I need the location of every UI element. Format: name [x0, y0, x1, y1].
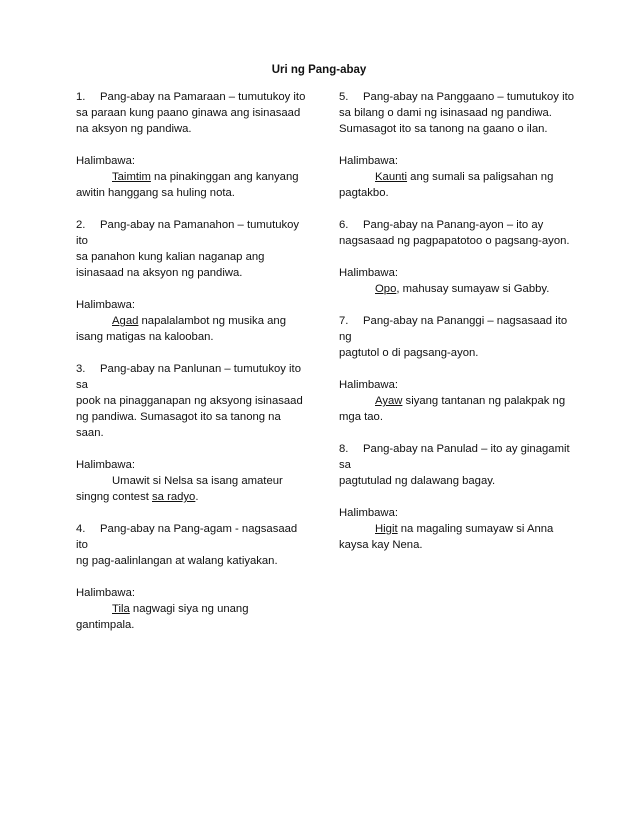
- section-number: 2.: [76, 219, 86, 231]
- section-number: 8.: [339, 443, 349, 455]
- section-heading-first: Pang-abay na Pananggi – nagsasaad ito ng: [339, 315, 568, 343]
- example-label: Halimbawa:: [339, 267, 399, 279]
- section-number: 1.: [76, 91, 86, 103]
- section-heading-rest: nagsasaad ng pagpapatotoo o pagsang-ayon.: [339, 235, 570, 247]
- section-heading-first: Pang-abay na Panlunan – tumutukoy ito sa: [76, 363, 301, 391]
- section-8: [339, 441, 579, 553]
- section-heading-rest: sa bilang o dami ng isinasaad ng pandiwa. Sumasagot ito sa tanong na gaano o ilan.: [339, 107, 552, 135]
- example-sentence: [339, 393, 579, 425]
- example-label: Halimbawa:: [76, 155, 136, 167]
- section-heading: [76, 217, 308, 249]
- example-adverb: sa radyo: [152, 491, 196, 503]
- left-column: [76, 89, 308, 633]
- example-adverb: Opo: [375, 283, 397, 295]
- section-heading-first: Pang-abay na Pamaraan – tumutukoy ito: [100, 91, 306, 103]
- section-6: [339, 217, 579, 313]
- example-adverb: Kaunti: [375, 171, 408, 183]
- section-number: 6.: [339, 219, 349, 231]
- example-post: nagwagi siya ng unang gantimpala.: [76, 603, 249, 631]
- example-post: napalalambot ng musika ang isang matigas na kalooban.: [76, 315, 286, 343]
- section-heading: [76, 521, 308, 553]
- section-number: 4.: [76, 523, 86, 535]
- example-post: na pinakinggan ang kanyang awitin hanggang sa huling nota.: [76, 171, 299, 199]
- example-pre: Umawit si Nelsa sa isang amateur singng contest: [76, 475, 283, 503]
- example-sentence: [76, 169, 308, 201]
- example-sentence: [76, 601, 308, 633]
- example-sentence: [76, 473, 308, 505]
- example-adverb: Taimtim: [112, 171, 151, 183]
- section-heading: [339, 441, 579, 473]
- section-7: [339, 313, 579, 441]
- example-post: siyang tantanan ng palakpak ng mga tao.: [339, 395, 566, 423]
- example-label: Halimbawa:: [76, 299, 136, 311]
- example-sentence: [339, 521, 579, 553]
- example-adverb: Ayaw: [375, 395, 403, 407]
- section-heading: [339, 217, 579, 233]
- section-number: 5.: [339, 91, 349, 103]
- section-2: [76, 217, 308, 361]
- example-sentence: [339, 281, 579, 297]
- section-heading: [76, 361, 308, 393]
- section-heading-rest: pagtutol o di pagsang-ayon.: [339, 347, 479, 359]
- section-1: [76, 89, 308, 217]
- example-sentence: [339, 169, 579, 201]
- section-heading-first: Pang-abay na Panulad – ito ay ginagamit sa: [339, 443, 570, 471]
- section-heading-rest: ng pag-aalinlangan at walang katiyakan.: [76, 555, 278, 567]
- example-adverb: Agad: [112, 315, 139, 327]
- example-adverb: Higit: [375, 523, 398, 535]
- example-label: Halimbawa:: [76, 459, 136, 471]
- section-number: 3.: [76, 363, 86, 375]
- example-post: na magaling sumayaw si Anna kaysa kay Nena.: [339, 523, 554, 551]
- section-heading-first: Pang-abay na Panggaano – tumutukoy ito: [363, 91, 575, 103]
- section-heading: [76, 89, 308, 105]
- example-post: , mahusay sumayaw si Gabby.: [396, 283, 550, 295]
- example-sentence: [76, 313, 308, 345]
- section-3: [76, 361, 308, 521]
- section-5: [339, 89, 579, 217]
- right-column: [339, 89, 579, 553]
- section-heading-rest: pagtutulad ng dalawang bagay.: [339, 475, 496, 487]
- section-heading-rest: sa paraan kung paano ginawa ang isinasaad na aksyon ng pandiwa.: [76, 107, 301, 135]
- section-heading: [339, 89, 579, 105]
- section-heading-rest: sa panahon kung kalian naganap ang isinasaad na aksyon ng pandiwa.: [76, 251, 265, 279]
- example-label: Halimbawa:: [339, 155, 399, 167]
- section-number: 7.: [339, 315, 349, 327]
- example-label: Halimbawa:: [76, 587, 136, 599]
- section-heading-first: Pang-abay na Panang-ayon – ito ay: [363, 219, 544, 231]
- example-label: Halimbawa:: [339, 379, 399, 391]
- section-heading-rest: pook na pinagganapan ng aksyong isinasaad ng pandiwa. Sumasagot ito sa tanong na saan.: [76, 395, 303, 439]
- section-heading-first: Pang-abay na Pang-agam - nagsasaad ito: [76, 523, 298, 551]
- example-post: ang sumali sa paligsahan ng pagtakbo.: [339, 171, 554, 199]
- section-4: [76, 521, 308, 633]
- document-title: Uri ng Pang-abay: [271, 64, 367, 76]
- example-adverb: Tila: [112, 603, 130, 615]
- example-post: .: [195, 491, 199, 503]
- example-label: Halimbawa:: [339, 507, 399, 519]
- section-heading: [339, 313, 579, 345]
- section-heading-first: Pang-abay na Pamanahon – tumutukoy ito: [76, 219, 300, 247]
